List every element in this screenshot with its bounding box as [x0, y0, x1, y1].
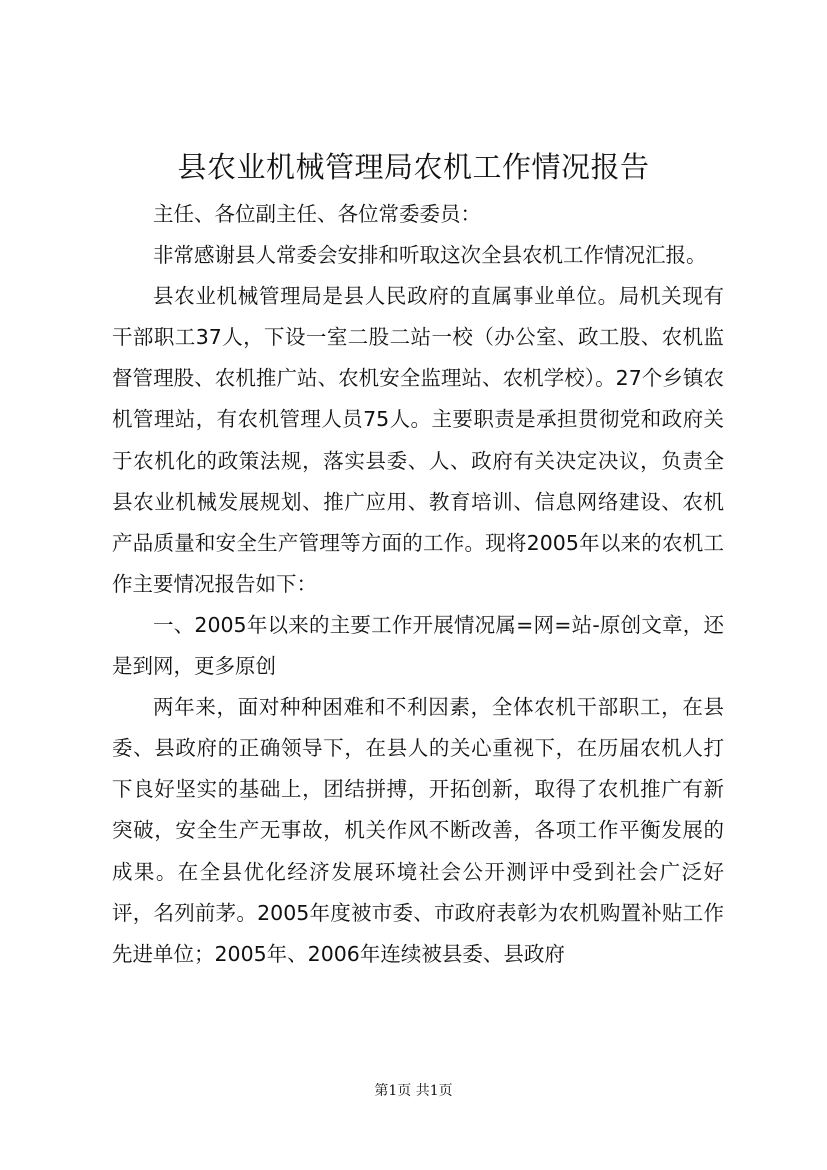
document-title: 县农业机械管理局农机工作情况报告 — [177, 150, 650, 184]
salutation-paragraph: 主任、各位副主任、各位常委委员： — [153, 202, 481, 226]
achievements-paragraph: 两年来，面对种种困难和不利因素，全体农机干部职工，在县委、县政府的正确领导下，在县人的关心重视下，在历届农机人打下良好坚实的基础上，团结拼搏，开拓创新，取得了农机推广有新突破，安全生产无事故，机关作风不断改善，各项工作平衡发展的成果。在全县优化经济发展环境社会公开测评中受到社会广泛好评，名列前茅。2005年度被市委、市政府表彰为农机购置补贴工作先进单位；2005年、2006年连续被县委、县政府 — [112, 695, 724, 966]
bureau-overview-paragraph: 县农业机械管理局是县人民政府的直属事业单位。局机关现有干部职工37人，下设一室二股二站一校（办公室、政工股、农机监督管理股、农机推广站、农机安全监理站、农机学校）。27个乡镇农机管理站，有农机管理人员75人。主要职责是承担贯彻党和政府关于农机化的政策法规，落实县委、人、政府有关决定决议，负责全县农业机械发展规划、推广应用、教育培训、信息网络建设、农机产品质量和安全生产管理等方面的工作。现将2005年以来的农机工作主要情况报告如下： — [112, 284, 724, 596]
section-heading-paragraph: 一、2005年以来的主要工作开展情况属=网=站-原创文章，还是到网，更多原创 — [112, 612, 724, 679]
page-footer: 第1页 共1页 — [374, 1083, 453, 1099]
document-body — [112, 194, 724, 975]
thanks-paragraph: 非常感谢县人常委会安排和听取这次全县农机工作情况汇报。 — [153, 243, 707, 268]
